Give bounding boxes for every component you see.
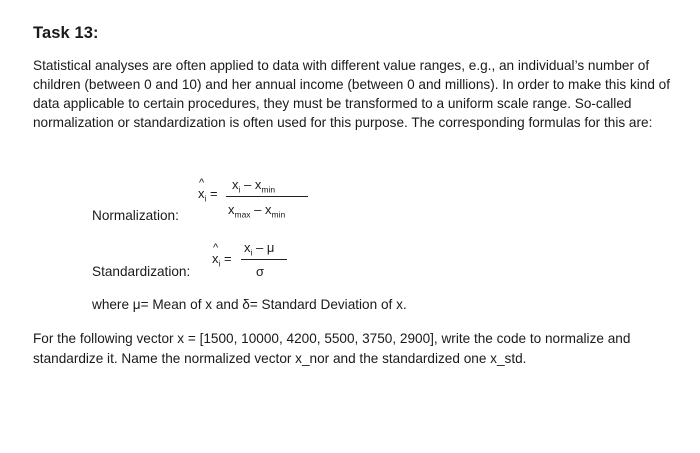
hat-accent-icon: ^ — [199, 177, 205, 189]
standardization-label: Standardization: — [92, 264, 191, 279]
standardization-equals: = — [224, 251, 232, 266]
standardization-denominator: σ — [256, 264, 265, 279]
intro-paragraph: Statistical analyses are often applied to data with different value ranges, e.g., an individual’s number of children (between 0 and 10) and her annual income (between 0 and millions). In order to make this kind of data applicable to certain procedures, they must be transformed to a uniform scale range. So-called normalization or standardization is often used for this purpose. The corresponding formulas for this are: — [33, 58, 671, 130]
standardization-num-mu: μ — [266, 240, 275, 255]
hat-accent-icon: ^ — [213, 242, 219, 254]
normalization-lhs-x: x — [198, 186, 205, 201]
standardization-num-minus: – — [252, 240, 267, 255]
normalization-num-minus: – — [240, 177, 255, 192]
standardization-num-x-sub: i — [250, 247, 253, 258]
normalization-num-xmin: x — [254, 177, 262, 192]
normalization-num-x-sub: i — [238, 184, 241, 195]
standardization-num-x: x — [244, 240, 251, 255]
standardization-numerator — [244, 240, 274, 258]
normalization-num-x: x — [232, 177, 239, 192]
normalization-denominator — [228, 202, 285, 220]
normalization-num-xmin-sub: min — [261, 184, 276, 195]
normalization-den-xmax-sub: max — [234, 209, 251, 220]
normalization-fraction-bar — [226, 196, 308, 197]
normalization-equals: = — [210, 186, 218, 201]
standardization-lhs-sub: i — [218, 258, 221, 269]
standardization-fraction-bar — [241, 259, 287, 260]
normalization-label: Normalization: — [92, 208, 179, 223]
closing-paragraph: For the following vector x = [1500, 10000, 4200, 5500, 3750, 2900], write the code to normalize and standardize it. Name the normalized vector x_nor and the standardized one x_std. — [33, 331, 631, 366]
normalization-lhs-sub: i — [204, 193, 207, 204]
standardization-lhs-x: x — [212, 251, 219, 266]
standardization-lhs-var — [212, 242, 219, 266]
normalization-lhs-var — [198, 177, 205, 201]
normalization-den-xmin: x — [265, 202, 272, 217]
normalization-den-minus: – — [250, 202, 266, 217]
where-line: where μ= Mean of x and δ= Standard Deviation of x. — [92, 297, 407, 312]
task-title: Task 13: — [33, 24, 99, 42]
normalization-den-xmin-sub: min — [271, 209, 286, 220]
normalization-den-xmax: x — [228, 202, 235, 217]
normalization-lhs — [198, 177, 218, 204]
normalization-numerator — [232, 177, 275, 195]
standardization-lhs — [212, 242, 232, 269]
